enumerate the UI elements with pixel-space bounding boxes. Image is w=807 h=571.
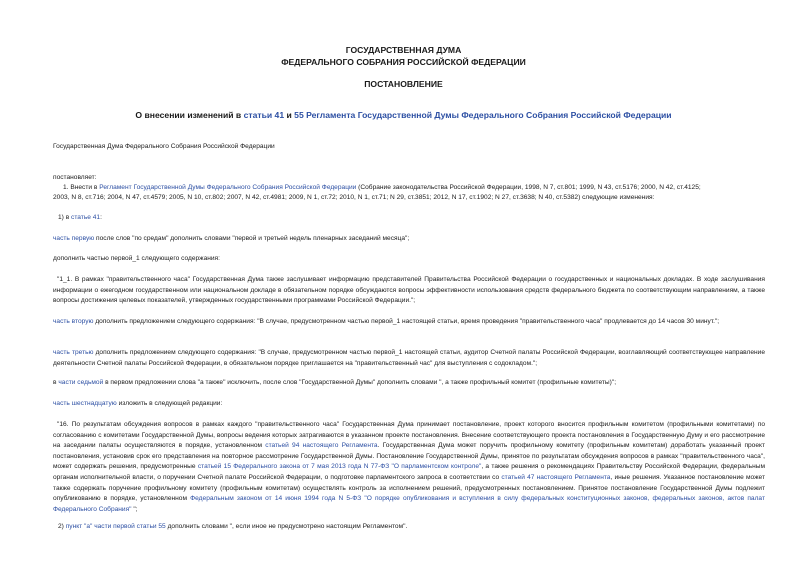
title-part1: О внесении изменений в [135,110,244,120]
link-part-first[interactable]: часть первую [53,235,95,242]
part-1-1-paragraph: "1_1. В рамках "правительственного часа" Государственная Дума также заслушивает информацию представителей Правительства Российской Федерации о государственных и национальных докладах. В ходе заслушивания информации о ежегодном государственном или национальном докладе в обязательном порядке обсуждаются вопросы эффективности использования средств федерального бюджета по соответствующим направлениям, а также вопросы достижения целевых показателей, утвержденных государственными программами Российской Федерации."; [53,276,765,305]
header-line2: ФЕДЕРАЛЬНОГО СОБРАНИЯ РОССИЙСКОЙ ФЕДЕРАЦИИ [281,57,526,67]
part-16-text-b: . Государственная Дума может поручить профильному комитету (профильным комитетам) доработать указанный проект постановления, установив срок его представления на повторное рассмотрение Государственной Думы. Постановление Государственной Думы, принятое по результатам обсуждения вопросов в рамках "правительственного часа", может содержать решения, предусмотренные [53,442,765,471]
link-part-third[interactable]: часть третью [53,349,94,356]
link-part-seventh[interactable]: части седьмой [58,379,104,386]
part-sixteenth-line [53,399,763,410]
header-line1: ГОСУДАРСТВЕННАЯ ДУМА [345,45,462,55]
subitem-1-colon: : [100,214,102,221]
title-part2: и [284,110,295,120]
add-part-line: дополнить частью первой_1 следующего содержания: [53,255,220,262]
subitem-2-text: дополнить словами ", если иное не предусмотрено настоящим Регламентом". [165,523,408,530]
part-first-text: после слов "по средам" дополнить словами "первой и третьей недель пленарных заседаний месяца"; [94,235,410,242]
part-seventh-text: в первом предложении слова "а также" исключить, после слов "Государственной Думы" дополнить словами ", а также профильный комитет (профильные комитеты)"; [103,379,617,386]
link-article-55-item-a[interactable]: пункт "а" части первой статьи 55 [65,523,166,530]
decree-word: постановляет: [53,174,97,181]
link-part-second[interactable]: часть вторую [53,318,94,325]
subitem-1-text: 1) в [58,214,72,221]
document-title [0,110,807,120]
part-third-text: дополнить предложением следующего содержания: "В случае, предусмотренном частью первой_1 настоящей статьи, аудитор Счетной палаты Российской Федерации, возглавляющий соответствующее направление деятельности Счетной палаты Российской Федерации, в обязательном порядке приглашается на "правительственный час" для выступления с содокладом."; [53,349,765,367]
doc-type: ПОСТАНОВЛЕНИЕ [364,79,443,89]
item-1-line1 [63,183,773,194]
part-sixteenth-text: изложить в следующей редакции: [116,400,223,407]
part-second-paragraph [53,317,765,328]
item-1-text-a: 1. Внести в [63,184,100,191]
part-16-text-d: , иные решения. Указанное постановление может также содержать поручение профильному комитету (профильным комитетам) осуществлять контроль за исполнением решений, предусмотренных постановлением. Принятое постановление Государственной Думы подлежит опубликованию в порядке, установленном [53,473,765,503]
link-article-94[interactable]: статьей 94 настоящего Регламента [265,442,378,450]
part-second-text: дополнить предложением следующего содержания: "В случае, предусмотренном частью первой_1 настоящей статьи, время проведения "правительственного часа" продлевается до 14 часов 30 минут."; [93,318,720,325]
part-16-text-a: "16. По результатам обсуждения вопросов в рамках каждого "правительственного часа" Государственная Дума принимает постановление, проект которого вносится профильным комитетом (профильными комитетами) по согласованию с комитетами Государственной Думы, вопросы ведения которых затрагиваются в указанном проекте постановления. Внесение соответствующего проекта постановления в Государственную Думу и его рассмотрение на заседании палаты осуществляются в порядке, установленном [53,421,765,450]
part-16-paragraph [53,420,765,515]
link-part-sixteenth[interactable]: часть шестнадцатую [53,400,117,407]
part-third-paragraph [53,348,765,369]
subitem-2-prefix: 2) [58,523,66,530]
issuer: Государственная Дума Федерального Собрания Российской Федерации [53,143,275,150]
subitem-2 [58,522,768,533]
part-seventh-line [53,378,763,389]
item-1-line2: 2003, N 8, ст.716; 2004, N 47, ст.4579; 2005, N 10, ст.802; 2007, N 42, ст.4981; 2009, N 1, ст.72; 2010, N 1, ст.71; N 29, ст.3851; 2012, N 17, ст.1902; N 27, ст.3638; N 40, ст.5382) следующие изменения: [53,194,655,201]
link-article-41[interactable]: статье 41 [71,214,101,221]
part-first-line [53,234,763,245]
subitem-1 [58,213,768,224]
title-link-article-41[interactable]: статьи 41 [243,110,285,120]
link-fz-77[interactable]: статьей 15 Федерального закона от 7 мая 2013 года N 77-ФЗ "О парламентском контроле" [197,463,482,471]
link-fz-5[interactable]: Федеральным законом от 14 июня 1994 года N 5-ФЗ "О порядке опубликования и вступления в силу федеральных конституционных законов, федеральных законов, актов палат Федерального Собрания" [53,495,765,513]
link-article-47[interactable]: статьей 47 настоящего Регламента [501,473,611,481]
link-reglament[interactable]: Регламент Государственной Думы Федерального Собрания Российской Федерации [99,184,357,191]
part-16-text-c: , а также решения о рекомендациях Правительству Российской Федерации, федеральным органам исполнительной власти, о поручении Счетной палате Российской Федерации, о подготовке парламентского запроса в соответствии со [53,463,765,481]
part-seventh-prefix: в [53,379,59,386]
item-1-text-b: (Собрание законодательства Российской Федерации, 1998, N 7, ст.801; 1999, N 43, ст.5176; 2000, N 42, ст.4125; [356,184,701,191]
part-16-text-e: "; [131,505,138,513]
title-link-article-55[interactable]: 55 Регламента Государственной Думы Федерального Собрания Российской Федерации [294,110,672,120]
